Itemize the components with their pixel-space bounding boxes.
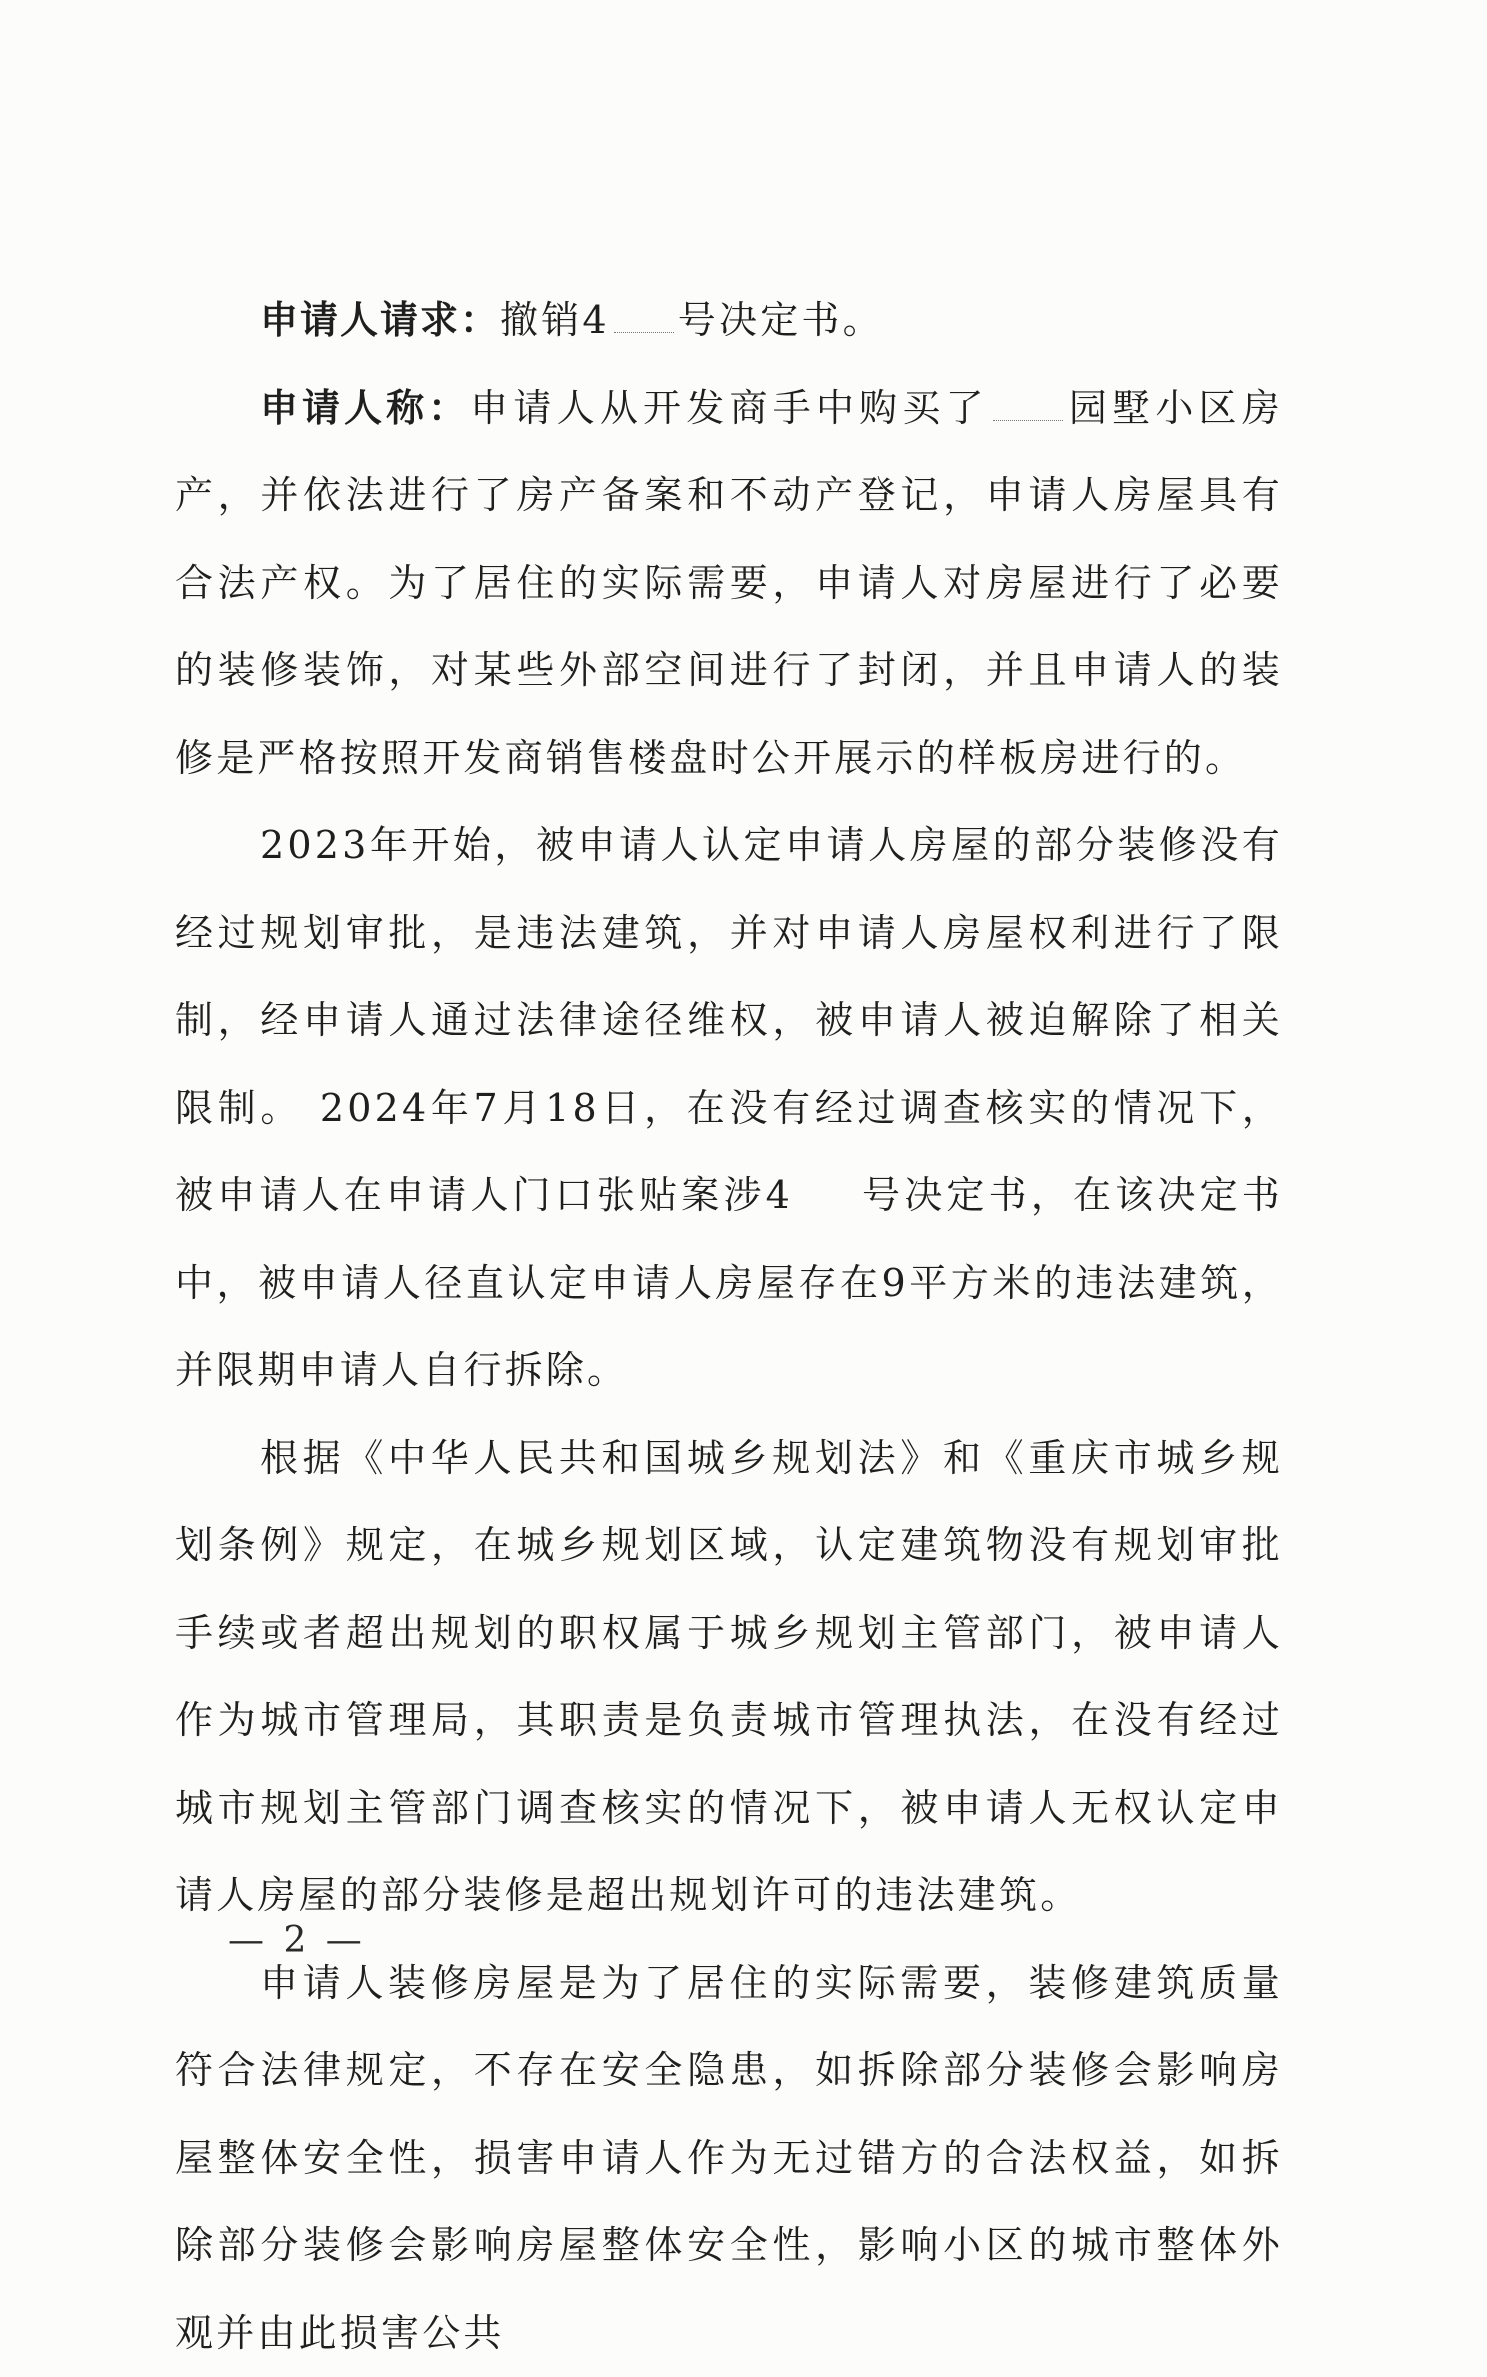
redacted-name-blank [993, 390, 1063, 421]
redacted-case-number-blank [797, 1178, 857, 1208]
request-text-before: 撤销4 [500, 298, 610, 342]
request-label: 申请人请求： [260, 298, 500, 342]
paragraph-request [175, 277, 1283, 365]
p2023-text-before: 2023年开始，被申请人认定申请人房屋的部分装修没有经过规划审批，是违法建筑，并对申请人房屋权利进行了限制，经申请人通过法律途径维权，被申请人被迫解除了相关限制。 2024年7月18日，在没有经过调查核实的情况下，被申请人在申请人门口张贴案涉4 [175, 823, 1283, 1217]
paragraph-law [175, 1415, 1283, 1940]
paragraph-renovation [175, 1940, 1283, 2377]
document-body [175, 277, 1283, 2377]
renovation-text: 申请人装修房屋是为了居住的实际需要，装修建筑质量符合法律规定，不存在安全隐患，如拆除部分装修会影响房屋整体安全性，损害申请人作为无过错方的合法权益，如拆除部分装修会影响房屋整体安全性，影响小区的城市整体外观并由此损害公共 [175, 1961, 1283, 2355]
p2023-text-after: 号决定书，在该决定书中，被申请人径直认定申请人房屋存在9平方米的违法建筑，并限期申请人自行拆除。 [175, 1173, 1283, 1392]
redacted-number-blank [614, 302, 674, 333]
request-text-after: 号决定书。 [678, 298, 884, 342]
law-text: 根据《中华人民共和国城乡规划法》和《重庆市城乡规划条例》规定，在城乡规划区域，认定建筑物没有规划审批手续或者超出规划的职权属于城乡规划主管部门，被申请人作为城市管理局，其职责是负责城市管理执法，在没有经过城市规划主管部门调查核实的情况下，被申请人无权认定申请人房屋的部分装修是超出规划许可的违法建筑。 [175, 1436, 1283, 1918]
paragraph-2023 [175, 802, 1283, 1415]
paragraph-statement [175, 365, 1283, 803]
statement-label: 申请人称： [260, 386, 470, 430]
statement-text-before: 申请人从开发商手中购买了 [470, 386, 989, 430]
page-number: — 2 — [228, 1920, 366, 1961]
statement-text-after: 园墅小区房产，并依法进行了房产备案和不动产登记，申请人房屋具有合法产权。为了居住的实际需要，申请人对房屋进行了必要的装修装饰，对某些外部空间进行了封闭，并且申请人的装修是严格按照开发商销售楼盘时公开展示的样板房进行的。 [175, 386, 1283, 780]
